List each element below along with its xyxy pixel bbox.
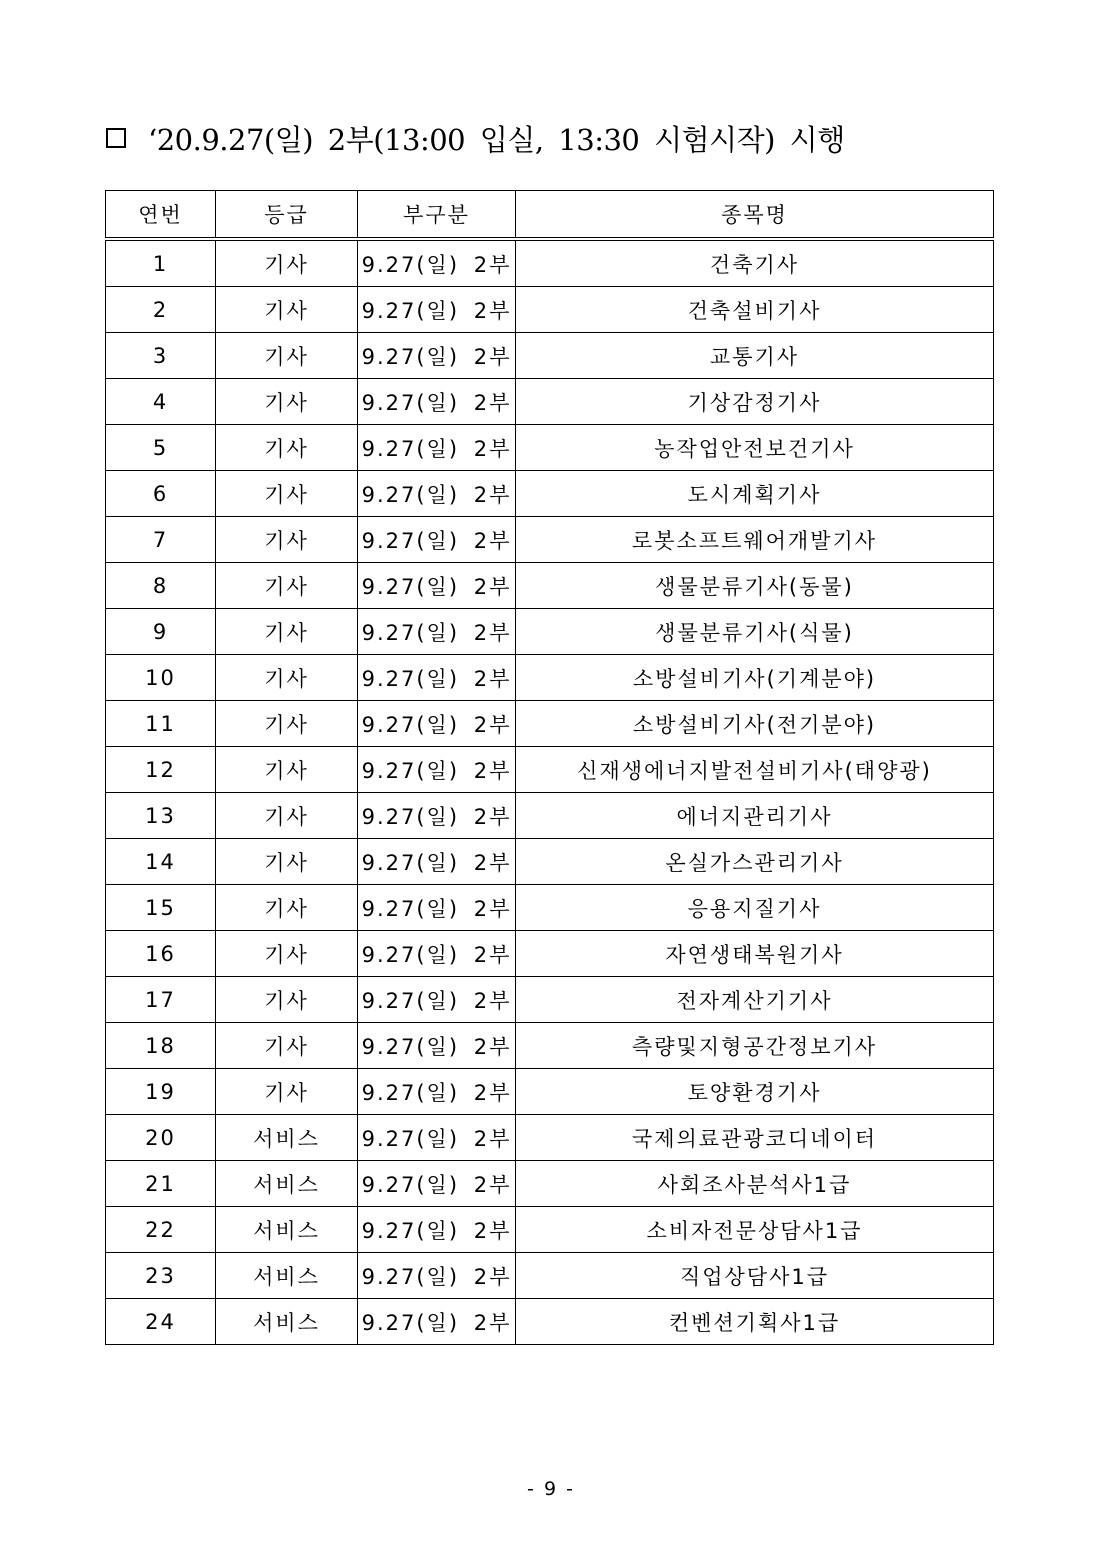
cell-grade: 기사 [216,839,358,885]
cell-no: 21 [106,1161,216,1207]
cell-session: 9.27(일) 2부 [358,655,516,701]
cell-session: 9.27(일) 2부 [358,1161,516,1207]
cell-grade: 서비스 [216,1161,358,1207]
cell-no: 14 [106,839,216,885]
cell-grade: 서비스 [216,1115,358,1161]
cell-session: 9.27(일) 2부 [358,609,516,655]
cell-grade: 기사 [216,333,358,379]
cell-name: 신재생에너지발전설비기사(태양광) [516,747,994,793]
cell-grade: 기사 [216,655,358,701]
cell-session: 9.27(일) 2부 [358,287,516,333]
cell-name: 도시계획기사 [516,471,994,517]
table-header-row [106,191,994,240]
table-row [106,239,994,287]
table-row [106,977,994,1023]
cell-grade: 기사 [216,885,358,931]
table-row [106,471,994,517]
cell-session: 9.27(일) 2부 [358,793,516,839]
cell-session: 9.27(일) 2부 [358,977,516,1023]
table-row [106,333,994,379]
cell-session: 9.27(일) 2부 [358,747,516,793]
cell-grade: 기사 [216,793,358,839]
table-row [106,1069,994,1115]
cell-no: 1 [106,239,216,287]
table-row [106,379,994,425]
cell-name: 온실가스관리기사 [516,839,994,885]
table-row [106,747,994,793]
checkbox-square-icon [106,128,126,148]
cell-no: 16 [106,931,216,977]
cell-grade: 기사 [216,1023,358,1069]
header-name: 종목명 [516,191,994,240]
cell-name: 직업상담사1급 [516,1253,994,1299]
cell-name: 생물분류기사(동물) [516,563,994,609]
table-row [106,1161,994,1207]
cell-no: 12 [106,747,216,793]
cell-grade: 기사 [216,471,358,517]
cell-name: 사회조사분석사1급 [516,1161,994,1207]
table-row [106,655,994,701]
cell-session: 9.27(일) 2부 [358,239,516,287]
table-row [106,287,994,333]
cell-session: 9.27(일) 2부 [358,931,516,977]
cell-session: 9.27(일) 2부 [358,563,516,609]
cell-grade: 기사 [216,425,358,471]
cell-grade: 기사 [216,609,358,655]
cell-no: 24 [106,1299,216,1345]
table-row [106,563,994,609]
cell-grade: 기사 [216,517,358,563]
cell-name: 소방설비기사(기계분야) [516,655,994,701]
table-row [106,793,994,839]
cell-no: 23 [106,1253,216,1299]
cell-session: 9.27(일) 2부 [358,885,516,931]
cell-session: 9.27(일) 2부 [358,839,516,885]
cell-name: 국제의료관광코디네이터 [516,1115,994,1161]
table-body [106,239,994,1345]
cell-grade: 서비스 [216,1299,358,1345]
table-row [106,885,994,931]
cell-name: 소비자전문상담사1급 [516,1207,994,1253]
cell-name: 로봇소프트웨어개발기사 [516,517,994,563]
cell-grade: 서비스 [216,1207,358,1253]
cell-name: 자연생태복원기사 [516,931,994,977]
cell-grade: 기사 [216,1069,358,1115]
cell-grade: 서비스 [216,1253,358,1299]
table-row [106,1023,994,1069]
cell-name: 기상감정기사 [516,379,994,425]
cell-no: 5 [106,425,216,471]
page-number: - 9 - [527,1478,573,1500]
cell-grade: 기사 [216,977,358,1023]
cell-grade: 기사 [216,287,358,333]
cell-grade: 기사 [216,747,358,793]
table-row [106,517,994,563]
exam-schedule-table [105,190,994,1345]
cell-session: 9.27(일) 2부 [358,471,516,517]
cell-no: 15 [106,885,216,931]
cell-no: 20 [106,1115,216,1161]
cell-no: 6 [106,471,216,517]
cell-session: 9.27(일) 2부 [358,1207,516,1253]
cell-no: 22 [106,1207,216,1253]
cell-session: 9.27(일) 2부 [358,1023,516,1069]
cell-session: 9.27(일) 2부 [358,1115,516,1161]
cell-session: 9.27(일) 2부 [358,1069,516,1115]
cell-name: 교통기사 [516,333,994,379]
cell-grade: 기사 [216,701,358,747]
header-session: 부구분 [358,191,516,240]
cell-session: 9.27(일) 2부 [358,333,516,379]
cell-name: 건축기사 [516,239,994,287]
section-heading [106,112,845,164]
cell-grade: 기사 [216,239,358,287]
table-row [106,701,994,747]
header-grade: 등급 [216,191,358,240]
cell-session: 9.27(일) 2부 [358,379,516,425]
cell-no: 3 [106,333,216,379]
cell-no: 19 [106,1069,216,1115]
cell-no: 9 [106,609,216,655]
cell-no: 11 [106,701,216,747]
cell-name: 컨벤션기획사1급 [516,1299,994,1345]
cell-name: 생물분류기사(식물) [516,609,994,655]
table-header [106,191,994,240]
cell-name: 농작업안전보건기사 [516,425,994,471]
table-row [106,425,994,471]
cell-name: 소방설비기사(전기분야) [516,701,994,747]
cell-no: 4 [106,379,216,425]
cell-session: 9.27(일) 2부 [358,1299,516,1345]
cell-session: 9.27(일) 2부 [358,701,516,747]
cell-name: 토양환경기사 [516,1069,994,1115]
cell-name: 에너지관리기사 [516,793,994,839]
cell-grade: 기사 [216,379,358,425]
cell-no: 13 [106,793,216,839]
header-no: 연번 [106,191,216,240]
table-row [106,1253,994,1299]
cell-name: 건축설비기사 [516,287,994,333]
cell-name: 응용지질기사 [516,885,994,931]
cell-no: 10 [106,655,216,701]
table-row [106,1207,994,1253]
cell-name: 전자계산기기사 [516,977,994,1023]
cell-session: 9.27(일) 2부 [358,517,516,563]
table-row [106,1299,994,1345]
cell-session: 9.27(일) 2부 [358,1253,516,1299]
cell-grade: 기사 [216,931,358,977]
cell-no: 17 [106,977,216,1023]
cell-no: 8 [106,563,216,609]
table-row [106,931,994,977]
cell-no: 7 [106,517,216,563]
cell-session: 9.27(일) 2부 [358,425,516,471]
table-row [106,609,994,655]
table-row [106,1115,994,1161]
cell-no: 18 [106,1023,216,1069]
cell-name: 측량및지형공간정보기사 [516,1023,994,1069]
table-row [106,839,994,885]
cell-no: 2 [106,287,216,333]
heading-title: ‘20.9.27(일) 2부(13:00 입실, 13:30 시험시작) 시행 [148,122,845,157]
cell-grade: 기사 [216,563,358,609]
